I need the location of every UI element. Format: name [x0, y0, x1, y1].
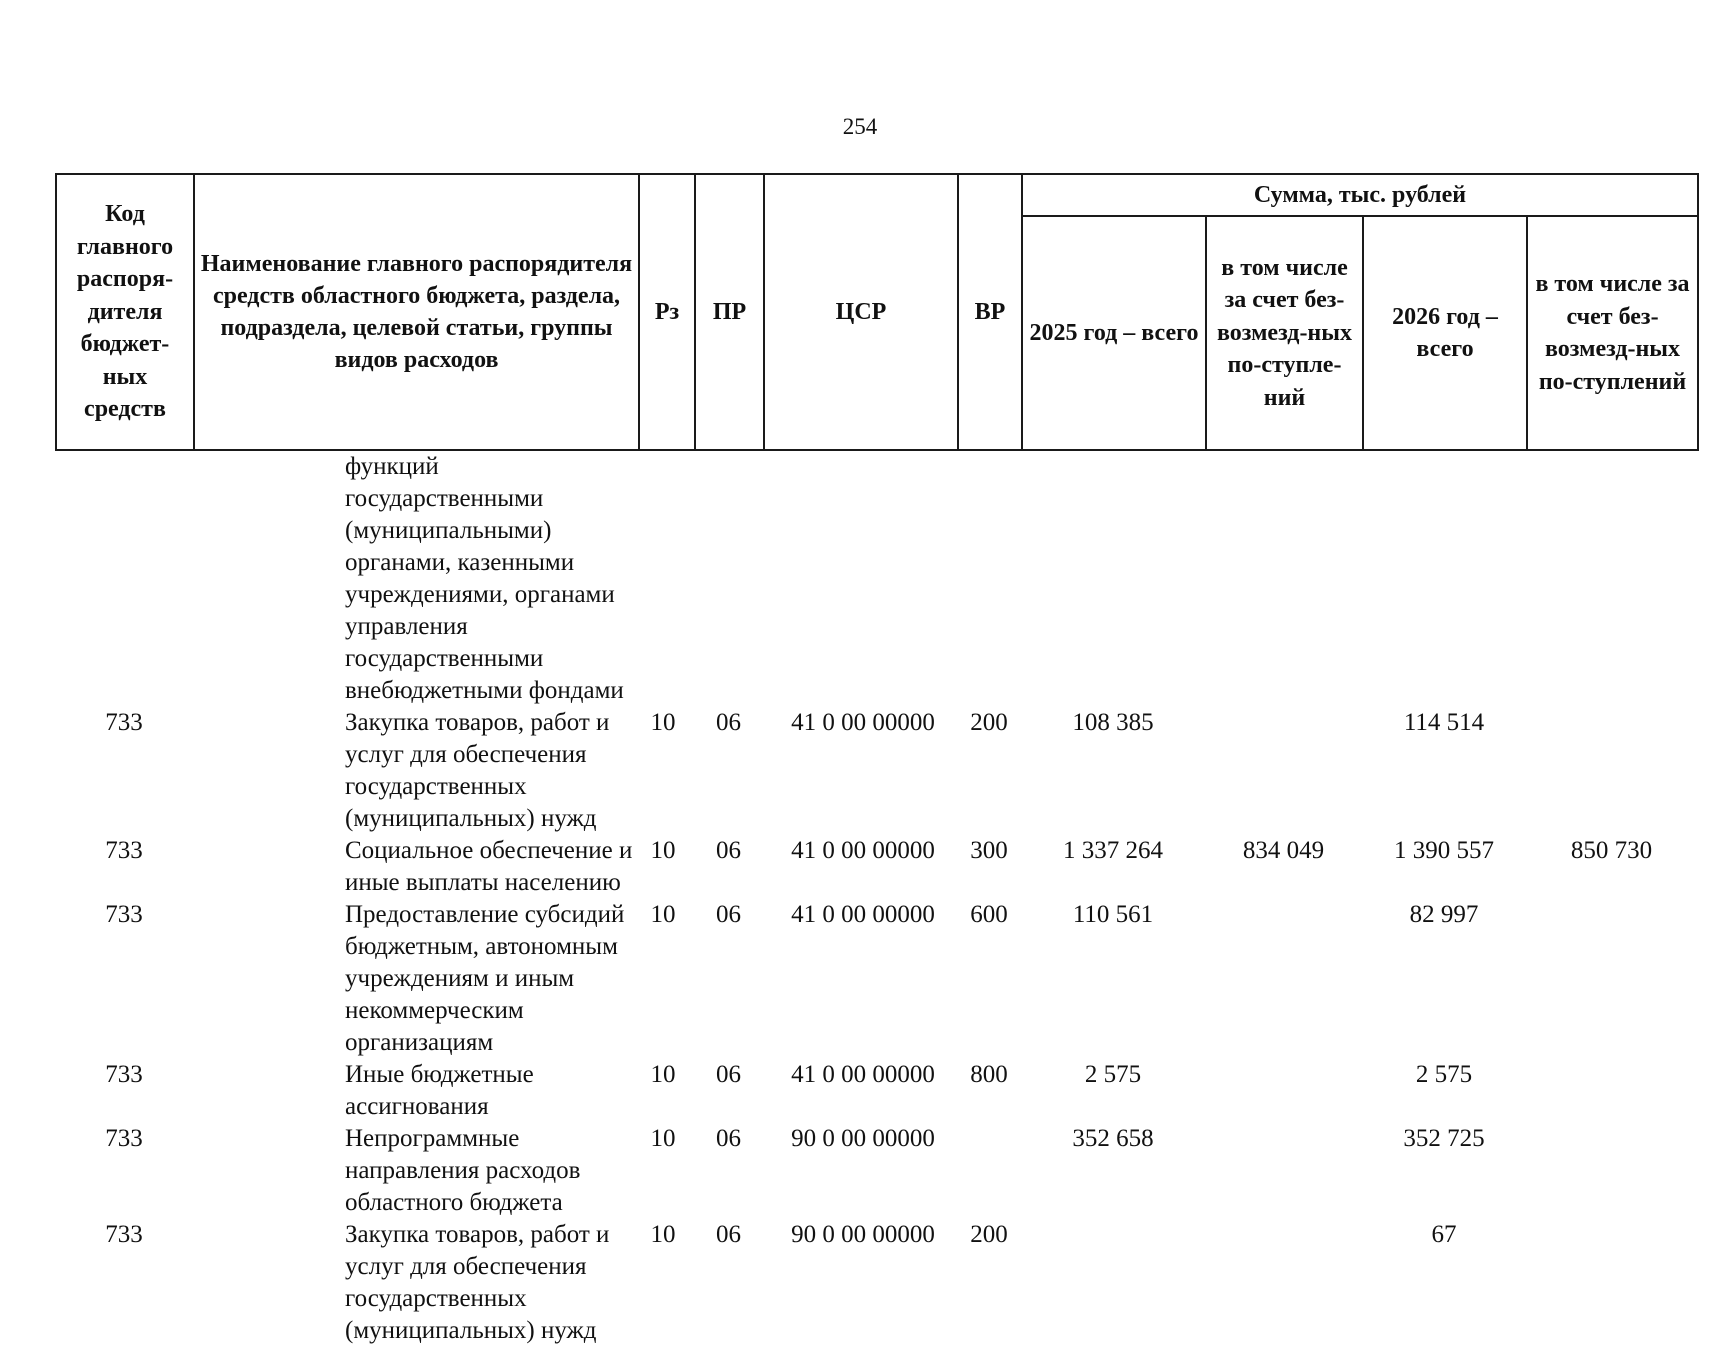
- row-2025-total: [1021, 451, 1205, 707]
- row-2026-free: [1526, 1123, 1697, 1219]
- row-code: 733: [105, 901, 143, 928]
- header-2026-total: 2026 год – всего: [1363, 216, 1527, 450]
- row-name: Социальное обеспечение и иные выплаты населению: [345, 837, 633, 896]
- table-header: [55, 173, 1699, 451]
- header-sum: Сумма, тыс. рублей: [1022, 174, 1698, 216]
- row-code: 733: [105, 1061, 143, 1088]
- row-code: 733: [105, 1125, 143, 1152]
- row-2026-total: 2 575: [1415, 1061, 1473, 1088]
- row-csr: 90 0 00 00000: [791, 1125, 935, 1152]
- row-csr: 41 0 00 00000: [791, 901, 935, 928]
- row-vr: [957, 451, 1021, 707]
- header-name: Наименование главного распорядителя средств областного бюджета, раздела, подраздела, целевой статьи, группы видов расходов: [194, 174, 639, 450]
- row-name: Иные бюджетные ассигнования: [345, 1061, 534, 1120]
- row-name: Закупка товаров, работ и услуг для обеспечения государственных (муниципальных) нужд: [345, 709, 610, 832]
- row-pr: 06: [716, 1061, 741, 1088]
- row-name: Предоставление субсидий бюджетным, автономным учреждениям и иным некоммерческим организациям: [345, 901, 625, 1056]
- row-code: 733: [105, 1221, 143, 1248]
- row-2025-total: 110 561: [1072, 901, 1154, 928]
- row-2025-free: [1205, 899, 1362, 1059]
- row-2026-total: [1362, 451, 1526, 707]
- table-row: [55, 1219, 1697, 1347]
- row-2025-free: [1205, 1219, 1362, 1347]
- page-number: 254: [842, 114, 878, 139]
- row-pr: 06: [716, 709, 741, 736]
- row-pr: 06: [716, 1221, 741, 1248]
- row-rz: 10: [650, 837, 676, 864]
- header-2026-free: в том числе за счет без-возмезд-ных по-ступлений: [1527, 216, 1698, 450]
- row-csr: [763, 451, 957, 707]
- row-2025-free: [1205, 1059, 1362, 1123]
- row-2026-total: 82 997: [1409, 901, 1479, 928]
- row-2025-free: [1205, 451, 1362, 707]
- row-vr: 200: [970, 709, 1008, 736]
- row-rz: 10: [650, 1221, 676, 1248]
- header-2025-total: 2025 год – всего: [1022, 216, 1206, 450]
- row-2026-free: [1526, 451, 1697, 707]
- row-code: 733: [105, 709, 143, 736]
- row-2025-total: 108 385: [1072, 709, 1154, 736]
- row-vr: 300: [970, 837, 1008, 864]
- row-pr: 06: [716, 901, 741, 928]
- table-row: [55, 451, 1697, 707]
- row-2025-free: 834 049: [1242, 837, 1325, 864]
- row-rz: 10: [650, 901, 676, 928]
- row-2025-total: 1 337 264: [1063, 837, 1163, 864]
- row-2026-total: 1 390 557: [1394, 837, 1494, 864]
- row-2025-free: [1205, 707, 1362, 835]
- header-pr: ПР: [695, 174, 764, 450]
- row-2025-total: 352 658: [1072, 1125, 1154, 1152]
- row-2026-free: [1526, 1059, 1697, 1123]
- row-rz: 10: [650, 1061, 676, 1088]
- row-2026-free: [1526, 899, 1697, 1059]
- table-row: [55, 1059, 1697, 1123]
- row-csr: 41 0 00 00000: [791, 709, 935, 736]
- row-2026-free: [1526, 1219, 1697, 1347]
- row-rz: 10: [650, 709, 676, 736]
- row-csr: 41 0 00 00000: [791, 1061, 935, 1088]
- row-code: [55, 451, 193, 707]
- row-2026-total: 114 514: [1403, 709, 1485, 736]
- table-row: [55, 899, 1697, 1059]
- header-rz: Рз: [639, 174, 695, 450]
- row-name: Непрограммные направления расходов областного бюджета: [345, 1125, 581, 1216]
- row-2025-free: [1205, 1123, 1362, 1219]
- row-vr: 600: [970, 901, 1008, 928]
- row-csr: 41 0 00 00000: [791, 837, 935, 864]
- row-vr: [957, 1123, 1021, 1219]
- row-2025-total: 2 575: [1084, 1061, 1142, 1088]
- row-csr: 90 0 00 00000: [791, 1221, 935, 1248]
- row-2026-free: 850 730: [1570, 837, 1653, 864]
- table-row: [55, 1123, 1697, 1219]
- row-vr: 200: [970, 1221, 1008, 1248]
- row-name: Закупка товаров, работ и услуг для обеспечения государственных (муниципальных) нужд: [345, 1221, 610, 1344]
- row-vr: 800: [970, 1061, 1008, 1088]
- header-csr: ЦСР: [764, 174, 958, 450]
- header-2025-free: в том числе за счет без-возмезд-ных по-ступле-ний: [1206, 216, 1363, 450]
- table-row: [55, 707, 1697, 835]
- row-rz: 10: [650, 1125, 676, 1152]
- row-2026-free: [1526, 707, 1697, 835]
- table-row: [55, 835, 1697, 899]
- row-pr: 06: [716, 837, 741, 864]
- header-vr: ВР: [958, 174, 1022, 450]
- row-rz: [638, 451, 694, 707]
- row-name: функций государственными (муниципальными) органами, казенными учреждениями, органами управления государственными внебюджетными фондами: [345, 453, 624, 704]
- row-2025-total: [1021, 1219, 1205, 1347]
- row-pr: 06: [716, 1125, 741, 1152]
- row-2026-total: 352 725: [1403, 1125, 1485, 1152]
- table-body: [55, 451, 1697, 1347]
- row-code: 733: [105, 837, 143, 864]
- row-pr: [694, 451, 763, 707]
- row-2026-total: 67: [1431, 1221, 1457, 1248]
- header-code: Код главного распоря-дителя бюджет-ных средств: [56, 174, 194, 450]
